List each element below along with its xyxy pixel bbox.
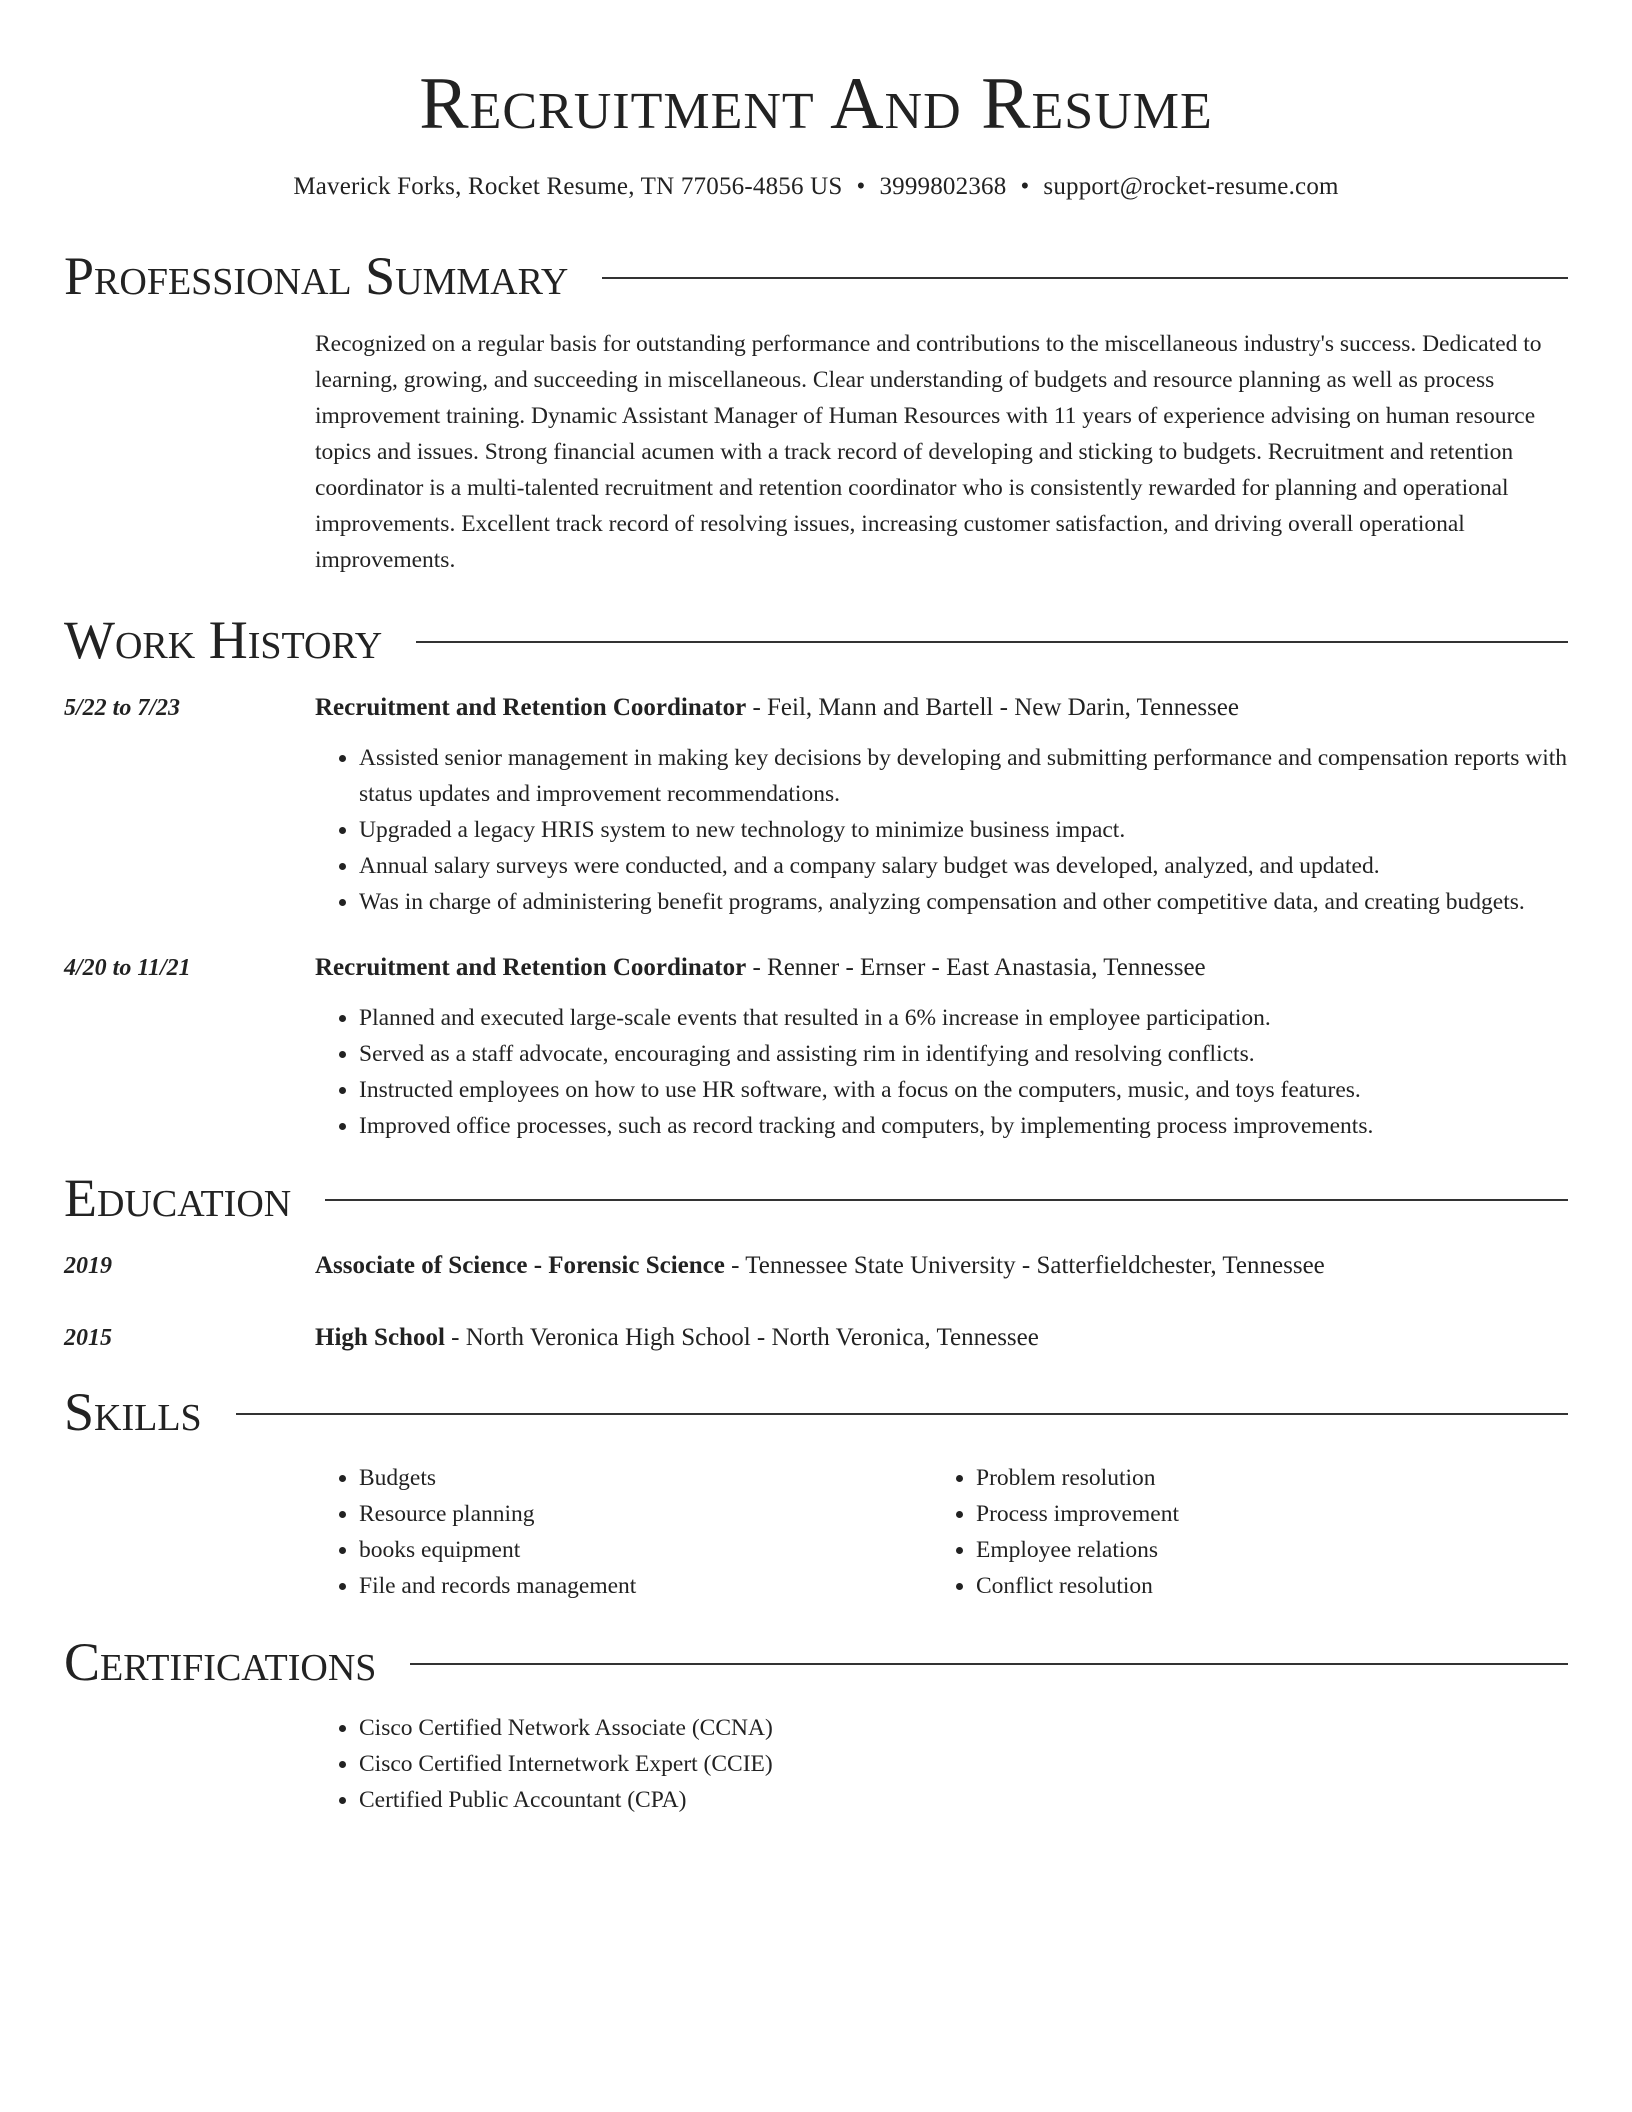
job-role: Recruitment and Retention Coordinator	[315, 954, 747, 981]
job-bullet: • Instructed employees on how to use HR software, with a focus on the computers, music, and toys features.	[359, 1072, 1568, 1108]
education-degree: High School	[315, 1324, 445, 1351]
skill-item: • Process improvement	[976, 1496, 1549, 1532]
work-section-header	[64, 608, 1568, 672]
section-divider	[236, 1413, 1568, 1415]
certification-item: • Cisco Certified Network Associate (CCNA)	[359, 1710, 1568, 1746]
section-divider	[416, 641, 1568, 643]
job-body	[315, 950, 1568, 1144]
skills-column-left	[315, 1460, 932, 1604]
contact-email: support@rocket-resume.com	[1043, 173, 1339, 200]
certifications-block	[315, 1710, 1568, 1818]
education-section-title: Education	[64, 1168, 292, 1228]
summary-section-header	[64, 244, 1568, 308]
skills-grid	[315, 1460, 1568, 1604]
skills-list	[932, 1460, 1549, 1604]
work-section-title: Work History	[64, 610, 383, 670]
education-entry	[64, 1320, 1568, 1356]
summary-text: Recognized on a regular basis for outstanding performance and contributions to the miscellaneous industry's success. Dedicated to learning, growing, and succeeding in miscellaneous. Clear understanding of budgets and resource planning as well as process improvement training. Dynamic Assistant Manager of Human Resources with 11 years of experience advising on human resource topics and issues. Strong financial acumen with a track record of developing and sticking to budgets. Recruitment and retention coordinator is a multi-talented recruitment and retention coordinator who is consistently rewarded for planning and operational improvements. Excellent track record of resolving issues, increasing customer satisfaction, and driving overall operational improvements.	[315, 331, 1542, 573]
job-entry	[64, 690, 1568, 920]
skill-item: • Employee relations	[976, 1532, 1549, 1568]
job-dates: 4/20 to 11/21	[64, 955, 191, 981]
section-divider	[410, 1663, 1568, 1665]
job-bullet: • Planned and executed large-scale events that resulted in a 6% increase in employee participation.	[359, 1000, 1568, 1036]
education-body	[315, 1248, 1568, 1284]
certifications-section-header	[64, 1630, 1568, 1694]
contact-separator: •	[856, 173, 866, 200]
contact-address: Maverick Forks, Rocket Resume, TN 77056-4856 US	[293, 173, 843, 200]
job-bullet: • Assisted senior management in making key decisions by developing and submitting performance and compensation reports with status updates and improvement recommendations.	[359, 740, 1568, 812]
education-body	[315, 1320, 1568, 1356]
education-year: 2015	[64, 1325, 112, 1351]
job-bullets	[315, 1000, 1568, 1144]
skill-item: • Budgets	[359, 1460, 932, 1496]
education-entry	[64, 1248, 1568, 1284]
skill-item: • Resource planning	[359, 1496, 932, 1532]
certification-item: • Certified Public Accountant (CPA)	[359, 1782, 1568, 1818]
job-body	[315, 690, 1568, 920]
job-title-line	[315, 950, 1568, 986]
section-divider	[602, 277, 1568, 279]
job-details: - Renner - Ernser - East Anastasia, Tennessee	[746, 954, 1206, 981]
skill-item: • File and records management	[359, 1568, 932, 1604]
contact-phone: 3999802368	[879, 173, 1007, 200]
education-details: - Tennessee State University - Satterfieldchester, Tennessee	[724, 1252, 1325, 1279]
job-title-line	[315, 690, 1568, 726]
contact-line	[64, 170, 1568, 204]
skill-item: • books equipment	[359, 1532, 932, 1568]
education-details: - North Veronica High School - North Veronica, Tennessee	[444, 1324, 1039, 1351]
job-bullets	[315, 740, 1568, 920]
education-section-header	[64, 1166, 1568, 1230]
skills-section-header	[64, 1380, 1568, 1444]
certifications-section-title: Certifications	[64, 1632, 377, 1692]
job-dates: 5/22 to 7/23	[64, 695, 181, 721]
skills-column-right	[932, 1460, 1549, 1604]
job-entry	[64, 950, 1568, 1144]
skills-section-title: Skills	[64, 1382, 202, 1442]
candidate-name: Recruitment And Resume	[419, 63, 1213, 145]
job-role: Recruitment and Retention Coordinator	[315, 694, 747, 721]
skill-item: • Problem resolution	[976, 1460, 1549, 1496]
section-divider	[325, 1199, 1568, 1201]
certifications-list	[315, 1710, 1568, 1818]
certification-item: • Cisco Certified Internetwork Expert (CCIE)	[359, 1746, 1568, 1782]
education-degree: Associate of Science - Forensic Science	[315, 1252, 725, 1279]
education-title-line	[315, 1248, 1568, 1284]
job-bullet: • Was in charge of administering benefit programs, analyzing compensation and other competitive data, and creating budgets.	[359, 884, 1568, 920]
summary-section-title: Professional Summary	[64, 246, 569, 306]
job-details: - Feil, Mann and Bartell - New Darin, Tennessee	[746, 694, 1239, 721]
job-bullet: • Improved office processes, such as record tracking and computers, by implementing process improvements.	[359, 1108, 1568, 1144]
job-bullet: • Served as a staff advocate, encouraging and assisting rim in identifying and resolving conflicts.	[359, 1036, 1568, 1072]
job-bullet: • Upgraded a legacy HRIS system to new technology to minimize business impact.	[359, 812, 1568, 848]
contact-separator: •	[1020, 173, 1030, 200]
skill-item: • Conflict resolution	[976, 1568, 1549, 1604]
education-title-line	[315, 1320, 1568, 1356]
job-bullet: • Annual salary surveys were conducted, and a company salary budget was developed, analyzed, and updated.	[359, 848, 1568, 884]
skills-list	[315, 1460, 932, 1604]
education-year: 2019	[64, 1253, 112, 1279]
